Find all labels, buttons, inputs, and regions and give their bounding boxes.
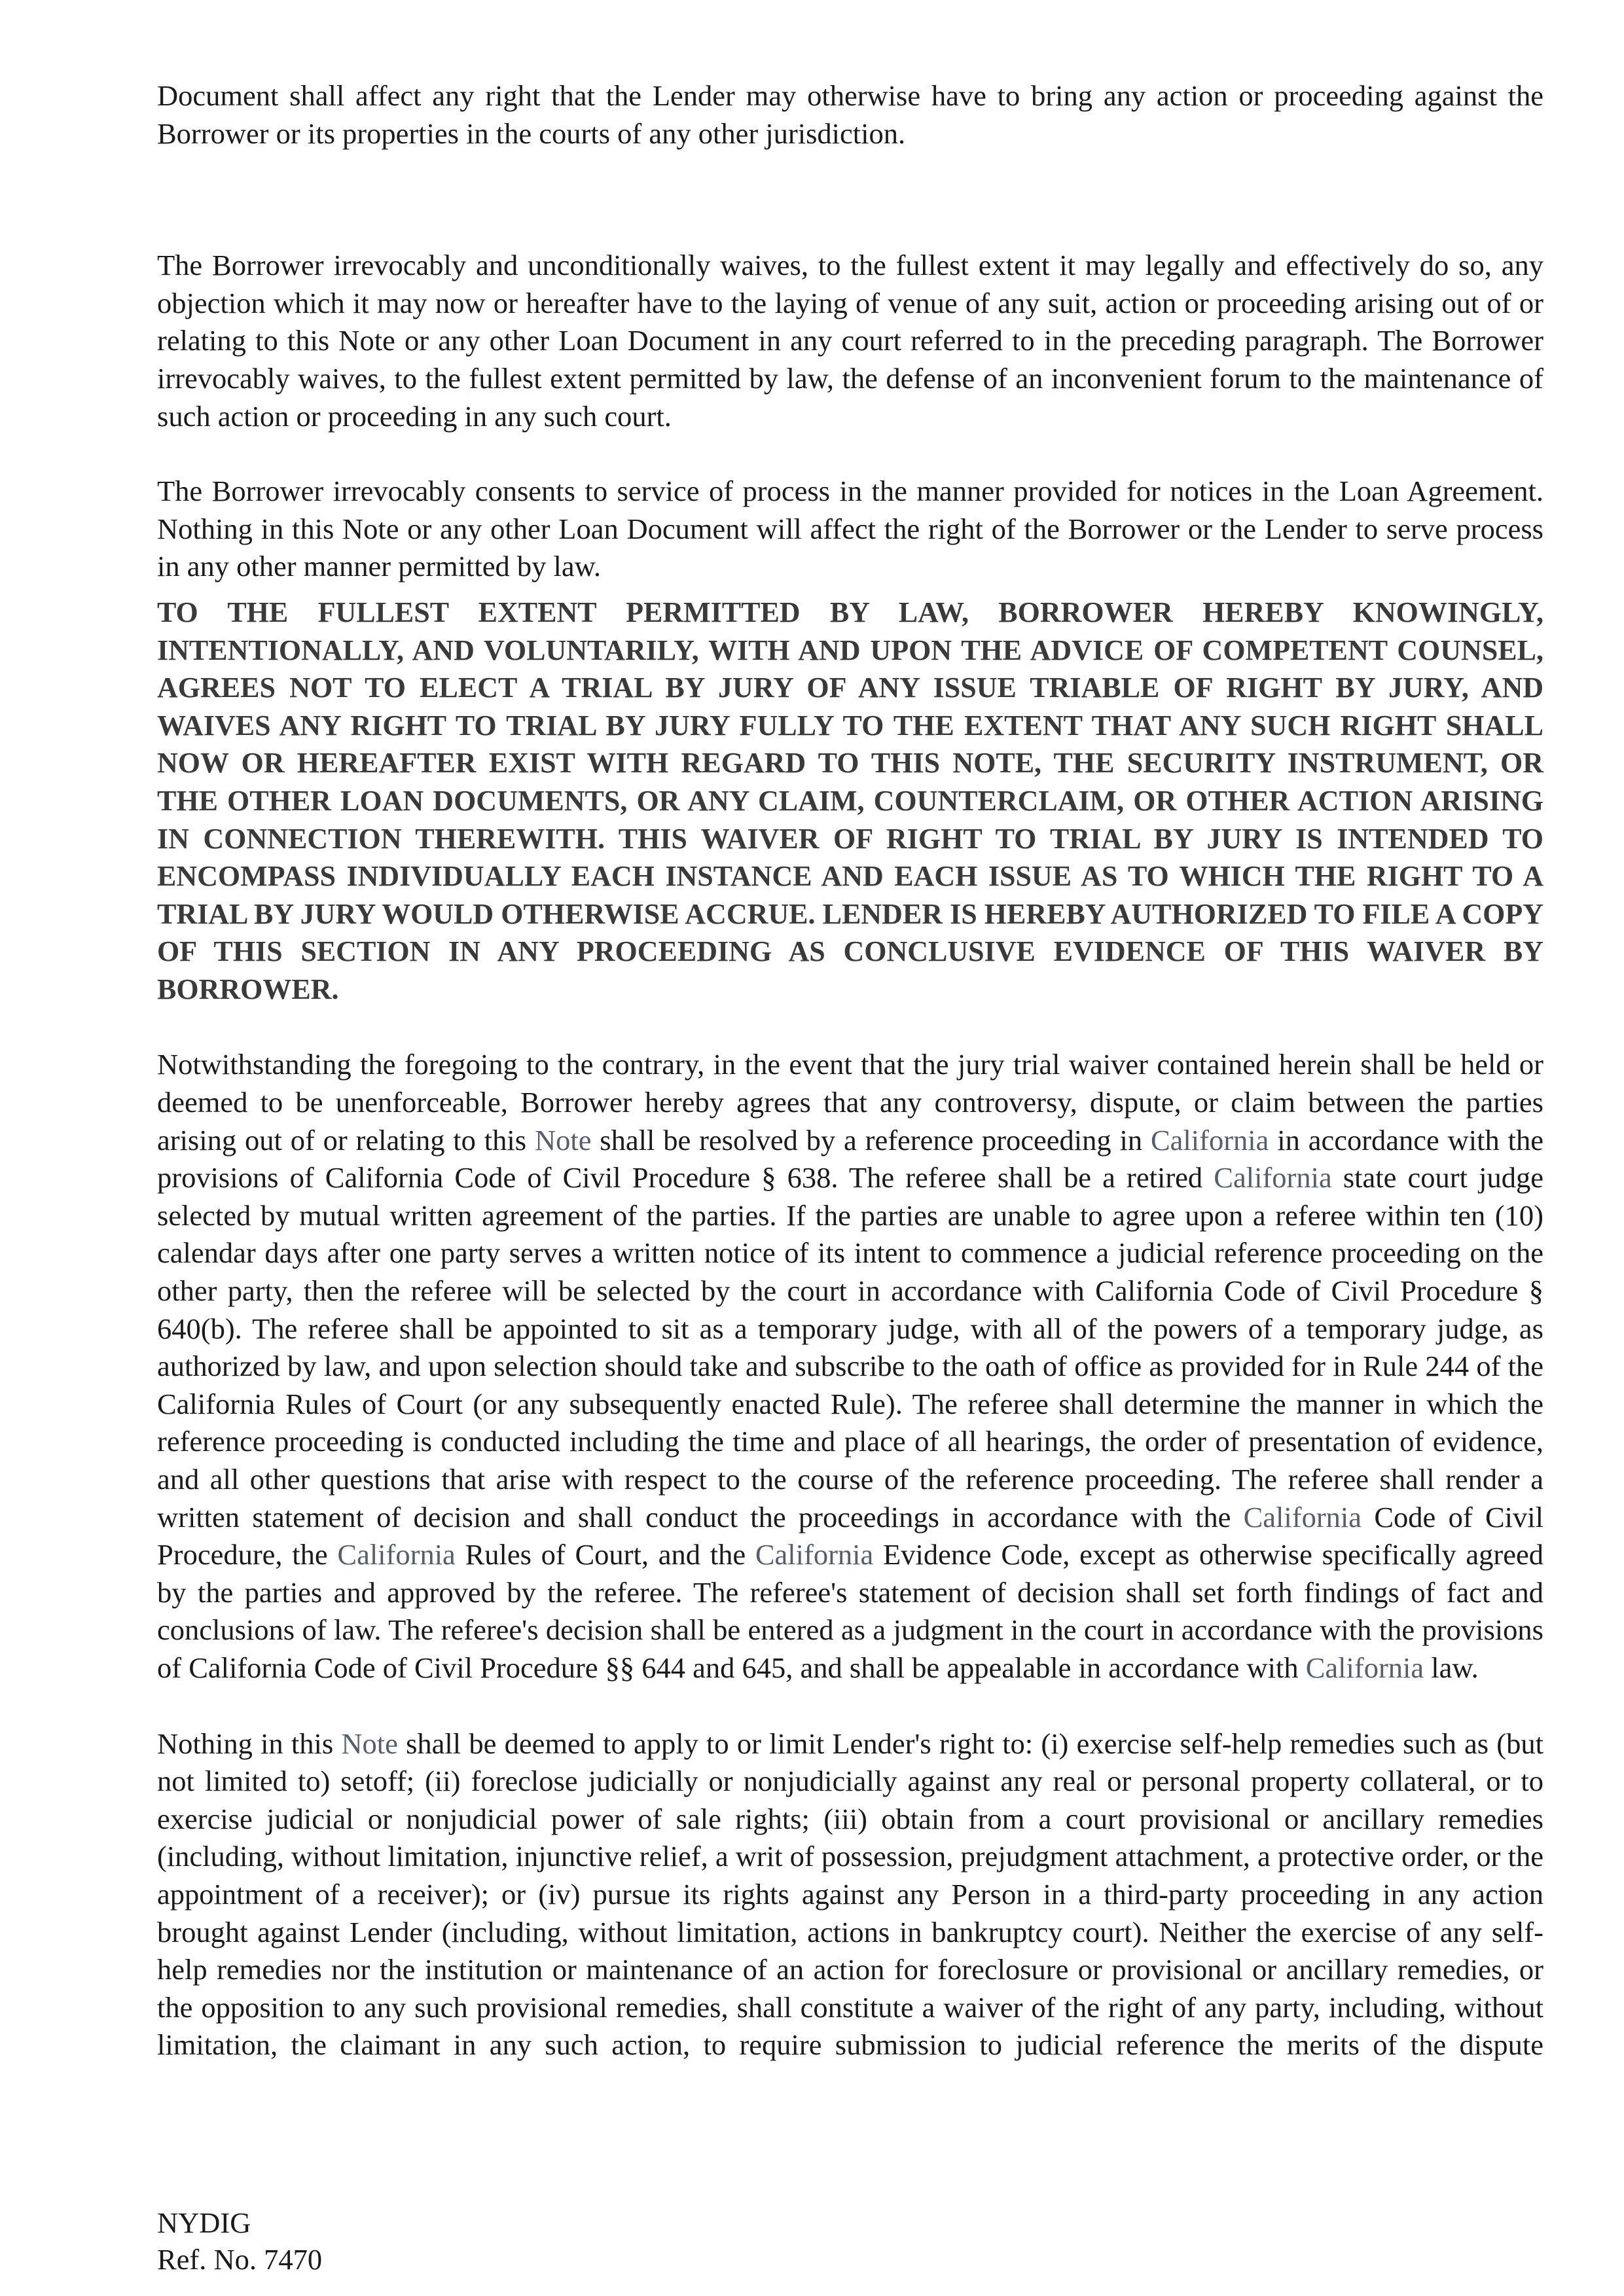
document-body (157, 77, 1543, 2064)
defined-term-california: California (337, 1538, 456, 1571)
text-run: Notwithstanding the foregoing to the contrary, in the event that the jury trial waiver contained herein shall be held or deemed to be unenforceable, Borrower hereby agrees that any controversy, dispute, or claim between the parties arising out of or relating to this (157, 1048, 1543, 1157)
paragraph-service-of-process: The Borrower irrevocably consents to service of process in the manner provided for notices in the Loan Agreement. Nothing in this Note or any other Loan Document will affect the right of the Borrower or the Lender to serve process in any other manner permitted by law. (157, 475, 1543, 583)
defined-term-note: Note (534, 1123, 592, 1157)
text-run: Rules of Court, and the (455, 1538, 755, 1571)
text-run: in accordance with the provisions of California Code of Civil Procedure § 638. The referee shall be a retired (157, 1123, 1543, 1194)
page-footer (157, 2204, 322, 2278)
defined-term-california: California (755, 1538, 874, 1571)
defined-term-california: California (1150, 1123, 1269, 1157)
text-run: Evidence Code, except as otherwise specifically agreed by the parties and approved by the referee. The referee's statement of decision shall set forth findings of fact and conclusions of law. The referee's decision shall be entered as a judgment in the court in accordance with the provisions of California Code of Civil Procedure §§ 644 and 645, and shall be appealable in accordance with (157, 1538, 1543, 1684)
text-run: shall be resolved by a reference proceeding in (591, 1123, 1151, 1157)
defined-term-california: California (1214, 1161, 1332, 1194)
footer-reference-number: Ref. No. 7470 (157, 2243, 323, 2276)
paragraph-self-help-remedies (157, 1725, 1543, 2064)
footer-company: NYDIG (157, 2206, 251, 2239)
defined-term-california: California (1305, 1651, 1424, 1684)
text-run: shall be deemed to apply to or limit Lender's right to: (i) exercise self-help remedies such as (but not limited to) setoff; (ii) foreclose judicially or nonjudicially against any real or personal property collateral, or to exercise judicial or nonjudicial power of sale rights; (iii) obtain from a court provisional or ancillary remedies (including, without limitation, injunctive relief, a writ of possession, prejudgment attachment, a protective order, or the appointment of a receiver); or (iv) pursue its rights against any Person in a third-party proceeding in any action brought against Lender (including, without limitation, actions in bankruptcy court). Neither the exercise of any self-help remedies nor the institution or maintenance of an action for foreclosure or provisional or ancillary remedies, or the opposition to any such provisional remedies, shall constitute a waiver of the right of any party, including, without limitation, the claimant in any such action, to require submission to judicial reference the merits of the dispute (157, 1727, 1543, 2062)
defined-term-note: Note (341, 1727, 398, 1760)
paragraph-venue-waiver: The Borrower irrevocably and unconditionally waives, to the fullest extent it may legally and effectively do so, any objection which it may now or hereafter have to the laying of venue of any suit, action or proceeding arising out of or relating to this Note or any other Loan Document in any court referred to in the preceding paragraph. The Borrower irrevocably waives, to the fullest extent permitted by law, the defense of an inconvenient forum to the maintenance of such action or proceeding in any such court. (157, 249, 1543, 433)
text-run: state court judge selected by mutual written agreement of the parties. If the parties are unable to agree upon a referee within ten (10) calendar days after one party serves a written notice of its intent to commence a judicial reference proceeding on the other party, then the referee will be selected by the court in accordance with California Code of Civil Procedure § 640(b). The referee shall be appointed to sit as a temporary judge, with all of the powers of a temporary judge, as authorized by law, and upon selection should take and subscribe to the oath of office as provided for in Rule 244 of the California Rules of Court (or any subsequently enacted Rule). The referee shall determine the manner in which the reference proceeding is conducted including the time and place of all hearings, the order of presentation of evidence, and all other questions that arise with respect to the course of the reference proceeding. The referee shall render a written statement of decision and shall conduct the proceedings in accordance with the (157, 1161, 1543, 1534)
defined-term-california: California (1243, 1500, 1362, 1534)
jury-trial-waiver-clause: TO THE FULLEST EXTENT PERMITTED BY LAW, BORROWER HEREBY KNOWINGLY, INTENTIONALLY, AND VOLUNTARILY, WITH AND UPON THE ADVICE OF COMPETENT COUNSEL, AGREES NOT TO ELECT A TRIAL BY JURY OF ANY ISSUE TRIABLE OF RIGHT BY JURY, AND WAIVES ANY RIGHT TO TRIAL BY JURY FULLY TO THE EXTENT THAT ANY SUCH RIGHT SHALL NOW OR HEREAFTER EXIST WITH REGARD TO THIS NOTE, THE SECURITY INSTRUMENT, OR THE OTHER LOAN DOCUMENTS, OR ANY CLAIM, COUNTERCLAIM, OR OTHER ACTION ARISING IN CONNECTION THEREWITH. THIS WAIVER OF RIGHT TO TRIAL BY JURY IS INTENDED TO ENCOMPASS INDIVIDUALLY EACH INSTANCE AND EACH ISSUE AS TO WHICH THE RIGHT TO A TRIAL BY JURY WOULD OTHERWISE ACCRUE. LENDER IS HEREBY AUTHORIZED TO FILE A COPY OF THIS SECTION IN ANY PROCEEDING AS CONCLUSIVE EVIDENCE OF THIS WAIVER BY BORROWER. (157, 596, 1543, 1005)
text-run: Nothing in this (157, 1727, 342, 1760)
paragraph-reference-proceeding (157, 1046, 1543, 1687)
paragraph-jurisdiction-continued: Document shall affect any right that the Lender may otherwise have to bring any action or proceeding against the Borrower or its properties in the courts of any other jurisdiction. (157, 79, 1543, 150)
text-run: law. (1424, 1651, 1479, 1684)
text-run: Code of Civil Procedure, the (157, 1500, 1543, 1571)
